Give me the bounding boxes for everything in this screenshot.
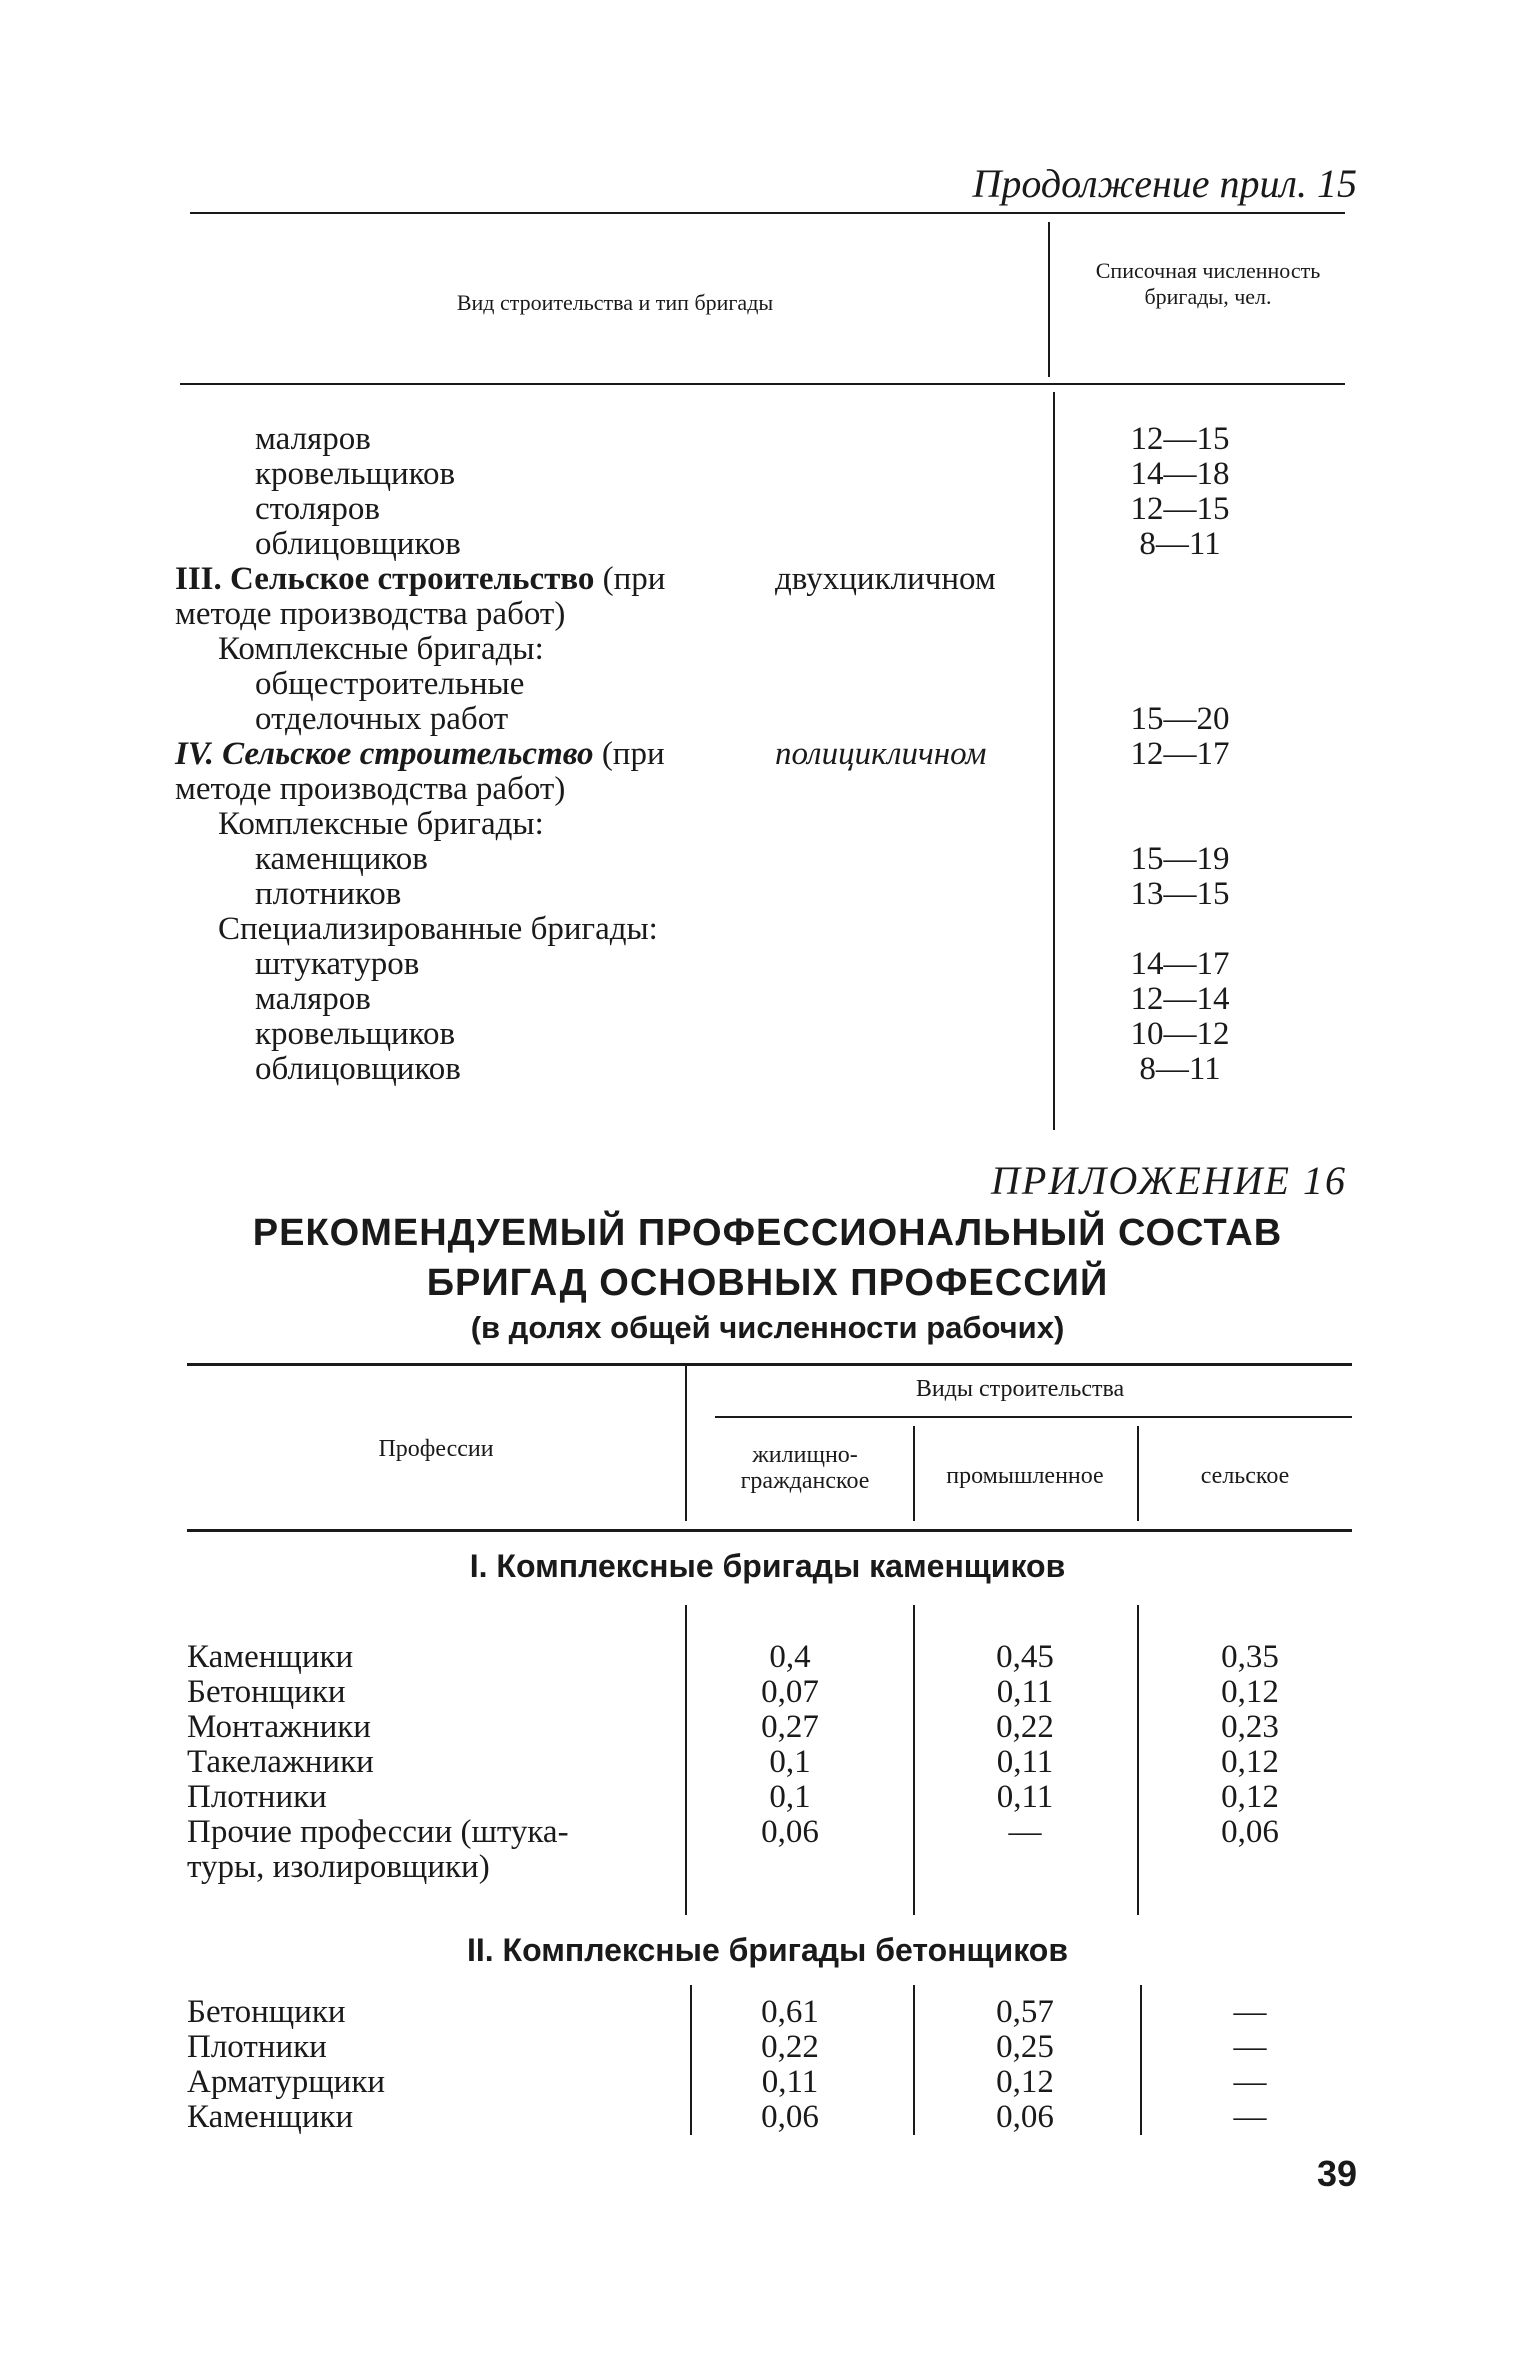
table1-row-label: [255, 702, 508, 737]
table2-cell-industrial: 0,25: [996, 2029, 1054, 2065]
table1-row-label: [255, 492, 380, 527]
table2-group-rule: [715, 1416, 1352, 1418]
table2-cell-residential: 0,61: [761, 1994, 819, 2030]
table1-row-text: (при: [593, 736, 665, 772]
table1-row-heading: IV. Сельское строительство: [175, 736, 594, 772]
table2-row-label: Плотники: [187, 2029, 327, 2065]
table1-row-value: 12—15: [1130, 421, 1230, 457]
table1-row-text: плотников: [255, 876, 402, 912]
table1-row-value: 15—20: [1130, 701, 1230, 737]
table2-row-label: Бетонщики: [187, 1994, 346, 2030]
table2-cell-residential: 0,06: [761, 1814, 819, 1850]
table2-cell-rural: —: [1233, 2064, 1267, 2100]
table1-row: [0, 877, 1535, 912]
table1-row-label: [175, 737, 665, 772]
table1-row: [0, 667, 1535, 702]
table1-row-text: маляров: [255, 981, 371, 1017]
table2-row-label: Плотники: [187, 1779, 327, 1815]
table2-cell-industrial: 0,06: [996, 2099, 1054, 2135]
table1-row-value: 8—11: [1139, 1051, 1221, 1087]
table2-row: [0, 2065, 1535, 2100]
table1-row-text: общестроительные: [255, 666, 525, 702]
table1-row-value: 12—14: [1130, 981, 1230, 1017]
table1-row-text-right: двухцикличном: [775, 561, 996, 597]
table1-header-type: Вид строительства и тип бригады: [456, 290, 774, 315]
table1-row-label: [255, 982, 371, 1017]
table2-row: [0, 1850, 1535, 1885]
table2-cell-residential: 0,07: [761, 1674, 819, 1710]
table2-cell-residential: 0,4: [769, 1639, 811, 1675]
table2-row: [0, 1780, 1535, 1815]
table1-row-text: маляров: [255, 421, 371, 457]
table1-row-text: Комплексные бригады:: [218, 806, 544, 842]
table2-row-label: Монтажники: [187, 1709, 371, 1745]
table1-row-label: [255, 877, 401, 912]
table1-row-label: [255, 1052, 461, 1087]
table1-row-text-right: полицикличном: [775, 736, 987, 772]
table1-row: [0, 422, 1535, 457]
table1-header-divider: [1048, 222, 1050, 377]
table2-header-divider-1: [685, 1366, 687, 1521]
table1-row: [0, 842, 1535, 877]
table1-row: [0, 982, 1535, 1017]
table2-row: [0, 1995, 1535, 2030]
table1-row-label: [175, 562, 665, 597]
table2-row-label: Каменщики: [187, 2099, 354, 2135]
table1-row-text: методе производства работ): [175, 596, 566, 632]
table1-row-value: 12—15: [1130, 491, 1230, 527]
continuation-title: Продолжение прил. 15: [972, 161, 1357, 206]
table1-row: [0, 702, 1535, 737]
table1-row-label: [218, 807, 544, 842]
table2-cell-residential: 0,27: [761, 1709, 819, 1745]
table1-top-rule: [190, 212, 1345, 214]
table1-row-label: [218, 912, 658, 947]
table2-cell-industrial: 0,11: [996, 1779, 1054, 1815]
table1-row-label: [255, 527, 461, 562]
table2-row: [0, 1640, 1535, 1675]
table2-cell-industrial: 0,57: [996, 1994, 1054, 2030]
table2-cell-residential: 0,22: [761, 2029, 819, 2065]
table1-row-text: методе производства работ): [175, 771, 566, 807]
appendix-title-line2: БРИГАД ОСНОВНЫХ ПРОФЕССИЙ: [426, 1262, 1109, 1304]
table1-row-text: Комплексные бригады:: [218, 631, 544, 667]
table1-header-count: Списочная численность бригады, чел.: [1095, 258, 1321, 309]
table2-row: [0, 1745, 1535, 1780]
table2-header-col1: жилищно-гражданское: [740, 1442, 870, 1494]
appendix-subtitle: (в долях общей численности рабочих): [470, 1310, 1065, 1345]
table1-row-label: [175, 772, 565, 807]
table2-cell-industrial: 0,22: [996, 1709, 1054, 1745]
table2-cell-rural: 0,12: [1221, 1779, 1279, 1815]
table2-cell-industrial: 0,11: [996, 1674, 1054, 1710]
table1-row-value: 12—17: [1130, 736, 1230, 772]
table1-row-label: [218, 632, 544, 667]
table2-row-label: Каменщики: [187, 1639, 354, 1675]
table1-row-label: [175, 597, 565, 632]
table2-header-group: Виды строительства: [915, 1376, 1125, 1402]
table2-cell-residential: 0,1: [769, 1779, 811, 1815]
table2-cell-rural: —: [1233, 2099, 1267, 2135]
table1-row: [0, 562, 1535, 597]
table2-header-rule: [187, 1529, 1352, 1532]
table1-row-text: штукатуров: [255, 946, 420, 982]
table2-cell-rural: 0,12: [1221, 1744, 1279, 1780]
table2-row: [0, 2100, 1535, 2135]
table2-cell-industrial: —: [1008, 1814, 1042, 1850]
table1-header-rule: [180, 383, 1345, 385]
table1-row-value: 14—17: [1130, 946, 1230, 982]
table2-cell-industrial: 0,45: [996, 1639, 1054, 1675]
table1-row-text: отделочных работ: [255, 701, 509, 737]
table1-row-text: Специализированные бригады:: [218, 911, 658, 947]
table1-row-text: столяров: [255, 491, 380, 527]
table2-section1-title: I. Комплексные бригады каменщиков: [469, 1548, 1066, 1584]
table1-row-label: [255, 1017, 455, 1052]
table2-top-rule: [187, 1363, 1352, 1366]
table1-row-value: 15—19: [1130, 841, 1230, 877]
table2-cell-rural: —: [1233, 2029, 1267, 2065]
table2-cell-residential: 0,06: [761, 2099, 819, 2135]
appendix-title-line1: РЕКОМЕНДУЕМЫЙ ПРОФЕССИОНАЛЬНЫЙ СОСТАВ: [252, 1212, 1283, 1254]
table2-row-label: Такелажники: [187, 1744, 374, 1780]
table1-row: [0, 597, 1535, 632]
table2-cell-rural: 0,35: [1221, 1639, 1279, 1675]
table2-row-label: Бетонщики: [187, 1674, 346, 1710]
appendix-label: ПРИЛОЖЕНИЕ 16: [991, 1158, 1347, 1203]
table1-row-text: (при: [594, 561, 666, 597]
table1-row: [0, 492, 1535, 527]
table2-cell-residential: 0,11: [761, 2064, 819, 2100]
table1-row-label: [255, 842, 428, 877]
table1-row: [0, 772, 1535, 807]
table2-cell-rural: 0,06: [1221, 1814, 1279, 1850]
table2-row: [0, 1710, 1535, 1745]
table2-row-label: туры, изолировщики): [187, 1849, 490, 1885]
table1-row: [0, 632, 1535, 667]
table1-row-text: облицовщиков: [255, 526, 461, 562]
table1-row: [0, 527, 1535, 562]
table1-row-value: 8—11: [1139, 526, 1221, 562]
table2-cell-industrial: 0,11: [996, 1744, 1054, 1780]
table1-row-label: [255, 947, 419, 982]
table1-row: [0, 947, 1535, 982]
table1-row: [0, 807, 1535, 842]
table2-cell-rural: —: [1233, 1994, 1267, 2030]
table1-body: [0, 422, 1535, 1087]
table1-row-value: 14—18: [1130, 456, 1230, 492]
table1-row-text: каменщиков: [255, 841, 428, 877]
table1-row-text: кровельщиков: [255, 1016, 456, 1052]
table1-row-text: кровельщиков: [255, 456, 456, 492]
table1-row: [0, 912, 1535, 947]
table2-header-col2: промышленное: [946, 1463, 1104, 1489]
table1-row-text: облицовщиков: [255, 1051, 461, 1087]
table2-row: [0, 2030, 1535, 2065]
table1-row: [0, 1052, 1535, 1087]
table1-row-label: [255, 667, 524, 702]
table1-row: [0, 737, 1535, 772]
table2-row: [0, 1815, 1535, 1850]
page-number: 39: [1316, 2153, 1357, 2194]
table2-cell-rural: 0,12: [1221, 1674, 1279, 1710]
table2-header-col3: сельское: [1200, 1463, 1290, 1489]
table1-row-label: [255, 422, 371, 457]
table2-cell-industrial: 0,12: [996, 2064, 1054, 2100]
table2-section2-title: II. Комплексные бригады бетонщиков: [466, 1932, 1069, 1968]
table1-row: [0, 1017, 1535, 1052]
table2-header-professions: Профессии: [378, 1436, 494, 1462]
table1-row-value: 10—12: [1130, 1016, 1230, 1052]
table2-cell-rural: 0,23: [1221, 1709, 1279, 1745]
table2-row-label: Прочие профессии (штука-: [187, 1814, 569, 1850]
table2-row-label: Арматурщики: [187, 2064, 386, 2100]
table1-row-heading: III. Сельское строительство: [175, 561, 595, 597]
table1-row-value: 13—15: [1130, 876, 1230, 912]
table2-header-divider-3: [1137, 1426, 1139, 1521]
table2-row: [0, 1675, 1535, 1710]
table1-row-label: [255, 457, 455, 492]
table2-cell-residential: 0,1: [769, 1744, 811, 1780]
table1-row: [0, 457, 1535, 492]
